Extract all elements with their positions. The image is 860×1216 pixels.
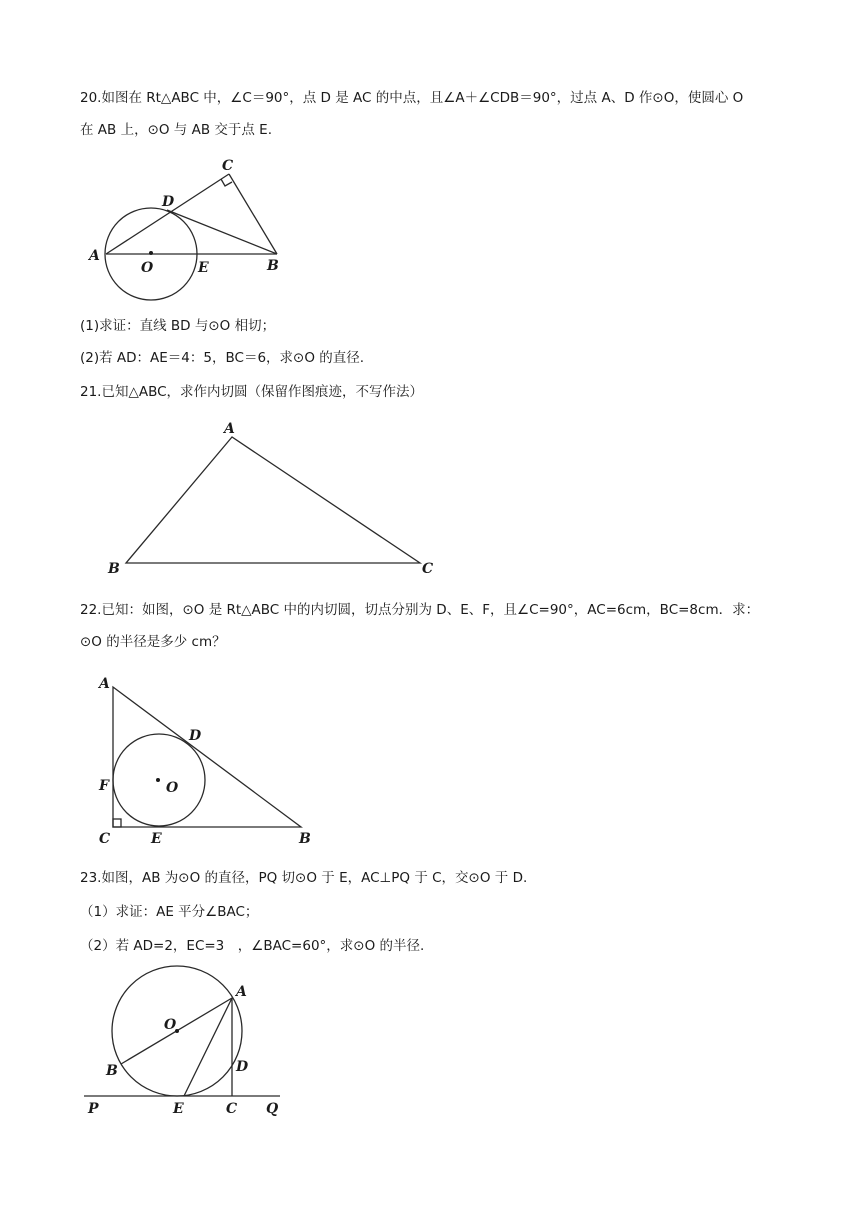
q21-statement: 21.已知△ABC，求作内切圆（保留作图痕迹，不写作法） <box>80 384 424 400</box>
q22-statement-line1: 22.已知：如图，⊙O 是 Rt△ABC 中的内切圆，切点分别为 D、E、F，且∠C=90°，AC=6cm，BC=8cm．求： <box>80 602 760 618</box>
q23-label-b: B <box>106 1063 118 1079</box>
q22-label-b: B <box>299 831 311 847</box>
q22-label-c: C <box>99 831 111 847</box>
q23-statement: 23.如图，AB 为⊙O 的直径，PQ 切⊙O 于 E，AC⊥PQ 于 C，交⊙O 于 D. <box>80 870 528 886</box>
q23-part1: （1）求证：AE 平分∠BAC； <box>80 904 259 920</box>
q21-label-c: C <box>422 561 434 577</box>
q20-statement-line2: 在 AB 上，⊙O 与 AB 交于点 E. <box>80 122 272 138</box>
q23-label-p: P <box>88 1101 99 1117</box>
q20-part1: (1)求证：直线 BD 与⊙O 相切； <box>80 318 276 334</box>
q20-label-e: E <box>198 260 209 276</box>
q23-label-e: E <box>173 1101 184 1117</box>
q20-statement-line1: 20.如图在 Rt△ABC 中，∠C＝90°，点 D 是 AC 的中点，且∠A＋∠CDB＝90°，过点 A、D 作⊙O，使圆心 O <box>80 90 744 106</box>
q23-label-a: A <box>236 984 247 1000</box>
q22-label-f: F <box>99 778 109 794</box>
q21-label-a: A <box>224 421 235 437</box>
q23-label-q: Q <box>266 1101 279 1117</box>
q20-label-o: O <box>141 260 154 276</box>
q23-part2: （2）若 AD=2，EC=3 ，∠BAC=60°，求⊙O 的半径. <box>80 938 425 954</box>
q20-label-b: B <box>267 258 279 274</box>
q23-label-o: O <box>164 1017 177 1033</box>
q20-label-a: A <box>89 248 100 264</box>
q20-label-d: D <box>162 194 175 210</box>
q20-label-c: C <box>222 158 234 174</box>
q23-label-d: D <box>236 1059 249 1075</box>
q22-statement-line2: ⊙O 的半径是多少 cm？ <box>80 634 226 650</box>
q22-label-d: D <box>189 728 202 744</box>
q22-label-o: O <box>166 780 179 796</box>
q23-label-c: C <box>226 1101 238 1117</box>
q22-label-a: A <box>99 676 110 692</box>
q20-part2: (2)若 AD：AE＝4：5，BC＝6，求⊙O 的直径. <box>80 350 365 366</box>
q22-label-e: E <box>151 831 162 847</box>
q21-label-b: B <box>108 561 120 577</box>
